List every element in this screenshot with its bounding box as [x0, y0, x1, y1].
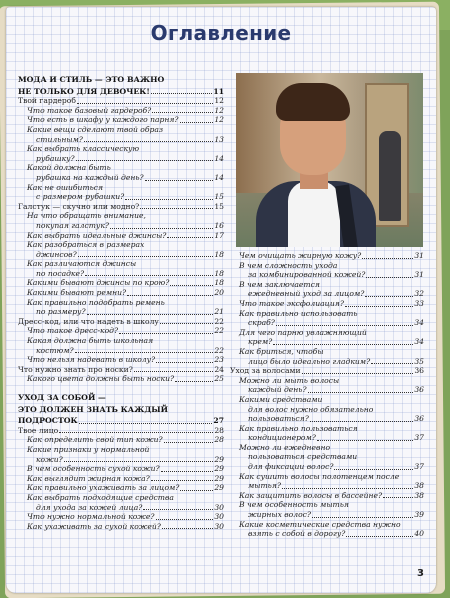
dot-leader: [160, 323, 213, 324]
toc-entry-text: Что такое базовый гардероб?: [27, 105, 152, 115]
toc-entry-text: Что есть в шкафу у каждого парня?: [27, 115, 179, 125]
toc-entry: [18, 231, 224, 241]
toc-entry: [230, 261, 424, 271]
dot-leader: [140, 208, 213, 209]
dot-leader: [78, 256, 214, 257]
toc-page-number: 40: [414, 529, 424, 539]
toc-page-number: 38: [414, 481, 424, 491]
toc-entry: [230, 395, 424, 405]
toc-entry-text: В чем особенность сухой кожи?: [27, 464, 160, 474]
dot-leader: [334, 469, 413, 470]
toc-page-number: 27: [213, 416, 224, 426]
dot-leader: [276, 325, 413, 326]
toc-entry-text: Как определить свой тип кожи?: [27, 435, 163, 445]
dot-leader: [162, 528, 213, 529]
toc-entry-text: по посадке?: [36, 268, 85, 278]
toc-entry: [230, 366, 424, 376]
dot-leader: [85, 275, 213, 276]
toc-page-number: 16: [214, 220, 224, 230]
toc-entry: [18, 173, 224, 183]
dot-leader: [79, 423, 213, 424]
dot-leader: [76, 160, 214, 161]
toc-page-number: 30: [214, 512, 224, 522]
toc-entry: [18, 522, 224, 532]
toc-entry-text: жирных волос?: [248, 510, 311, 520]
toc-entry-text: для ухода за кожей лица?: [36, 502, 143, 512]
dot-leader: [77, 103, 213, 104]
toc-page-number: 37: [414, 462, 424, 472]
dot-leader: [366, 277, 413, 278]
toc-entry: [18, 503, 224, 513]
toc-entry-text: Как правильно ухаживать за лицом?: [27, 483, 180, 493]
page-title: Оглавление: [150, 21, 292, 45]
dot-leader: [151, 480, 214, 481]
toc-page-number: 28: [214, 425, 224, 435]
dot-leader: [134, 371, 214, 372]
toc-entry-text: взять с собой в дорогу?: [248, 529, 346, 539]
toc-page-number: 37: [414, 433, 424, 443]
toc-entry: [18, 154, 224, 164]
toc-entry-text: для фиксации волос?: [248, 462, 334, 472]
toc-page-number: 18: [214, 268, 224, 278]
dot-leader: [282, 488, 413, 489]
toc-page-number: 36: [414, 414, 424, 424]
toc-page-number: 12: [214, 115, 224, 125]
toc-page-number: 15: [214, 192, 224, 202]
toc-entry-text: Как не ошибиться: [27, 182, 104, 192]
toc-entry: [18, 346, 224, 356]
toc-entry: [230, 405, 424, 415]
page-number: 3: [417, 568, 424, 579]
toc-entry: [230, 299, 424, 309]
dot-leader: [156, 519, 214, 520]
toc-entry: [230, 337, 424, 347]
toc-entry-text: крем?: [248, 337, 273, 347]
toc-page-number: 29: [214, 483, 224, 493]
toc-entry: [230, 270, 424, 280]
toc-section-heading: [18, 75, 224, 85]
toc-entry: [230, 289, 424, 299]
toc-entry: [18, 512, 224, 522]
toc-entry: [18, 426, 224, 436]
toc-entry-text: ПОДРОСТОК: [18, 416, 78, 426]
dot-leader: [273, 344, 413, 345]
toc-page-number: 31: [414, 270, 424, 280]
toc-entry-text: Как сушить волосы полотенцем после: [239, 471, 400, 481]
toc-page-number: 22: [214, 326, 224, 336]
toc-entry-text: Что нужно нормальной коже?: [27, 512, 155, 522]
toc-entry: [230, 385, 424, 395]
dot-leader: [170, 285, 213, 286]
toc-entry: [230, 462, 424, 472]
toc-entry: [18, 493, 224, 503]
toc-entry: [18, 269, 224, 279]
toc-entry-text: Как выбрать классическую: [27, 144, 140, 154]
toc-entry-text: пользоваться средствами: [248, 452, 358, 462]
toc-entry: [18, 106, 224, 116]
toc-entry-text: Какая должна быть школьная: [27, 336, 154, 346]
toc-entry: [230, 452, 424, 462]
dot-leader: [302, 373, 414, 374]
toc-entry: [18, 435, 224, 445]
toc-entry: [230, 328, 424, 338]
toc-entry: [18, 211, 224, 221]
toc-page-number: 21: [214, 307, 224, 317]
toc-entry-text: Как правильно подобрать ремень: [27, 297, 165, 307]
dot-leader: [371, 363, 413, 364]
toc-entry: [18, 445, 224, 455]
toc-page-number: 39: [414, 510, 424, 520]
dot-leader: [362, 258, 413, 259]
toc-left-column: [18, 73, 224, 531]
toc-entry: [18, 317, 224, 327]
toc-page-number: 36: [414, 366, 424, 376]
dot-leader: [383, 497, 413, 498]
toc-page-number: 30: [214, 502, 224, 512]
toc-entry-text: покупая галстук?: [36, 220, 109, 230]
toc-entry: [230, 472, 424, 482]
dot-leader: [64, 461, 214, 462]
toc-entry-text: Как выбрать подходящие средства: [27, 492, 174, 502]
toc-entry-text: лицо было идеально гладким?: [248, 356, 371, 366]
photo-shirt: [288, 181, 340, 247]
toc-page-number: 34: [414, 337, 424, 347]
dot-leader: [346, 536, 413, 537]
dot-leader: [145, 180, 214, 181]
toc-entry: [230, 491, 424, 501]
dot-leader: [167, 237, 213, 238]
toc-entry-text: ежедневный уход за лицом?: [248, 289, 365, 299]
toc-entry-text: В чем заключается: [239, 279, 320, 289]
toc-entry: [230, 529, 424, 539]
toc-section-heading: [18, 416, 224, 426]
dot-leader: [156, 362, 213, 363]
toc-page-number: 35: [414, 356, 424, 366]
toc-page-number: 29: [214, 454, 224, 464]
toc-entry-text: Как различаются джинсы: [27, 259, 137, 269]
toc-entry-text: Дресс-код, или что надеть в школу: [18, 316, 159, 326]
toc-entry-text: Как бриться, чтобы: [239, 346, 324, 356]
toc-entry-text: Как ухаживать за сухой кожей?: [27, 521, 161, 531]
toc-page-number: 32: [414, 289, 424, 299]
toc-entry: [18, 183, 224, 193]
toc-entry-text: кожи?: [36, 454, 63, 464]
toc-entry-text: УХОД ЗА СОБОЙ —: [18, 393, 106, 402]
toc-entry-text: Что такое эксфолиация?: [239, 298, 344, 308]
toc-entry-text: Уход за волосами: [230, 366, 301, 376]
toc-page-number: 33: [414, 298, 424, 308]
toc-entry: [230, 357, 424, 367]
toc-section-heading: [18, 87, 224, 97]
dot-leader: [127, 295, 213, 296]
toc-entry-text: Как разобраться в размерах: [27, 240, 145, 250]
toc-entry: [230, 510, 424, 520]
toc-entry: [18, 259, 224, 269]
dot-leader: [161, 471, 214, 472]
dot-leader: [59, 432, 213, 433]
toc-entry: [230, 251, 424, 261]
dot-leader: [164, 442, 214, 443]
toc-page-number: 18: [214, 249, 224, 259]
toc-entry-text: Чем очищать жирную кожу?: [239, 251, 362, 260]
toc-page-number: 22: [214, 316, 224, 326]
toc-entry-text: Как выбрать идеальные джинсы?: [27, 230, 167, 240]
toc-entry-text: рубашку?: [36, 153, 75, 163]
toc-page-number: 24: [214, 364, 224, 374]
toc-entry-text: Какие косметические средства нужно: [239, 519, 401, 529]
toc-entry-text: по размеру?: [36, 307, 86, 317]
toc-page-number: 12: [214, 96, 224, 106]
toc-entry-text: джинсов?: [36, 249, 77, 259]
toc-entry-text: НЕ ТОЛЬКО ДЛЯ ДЕВОЧЕК!: [18, 86, 150, 96]
toc-page-number: 22: [214, 345, 224, 355]
toc-page-number: 14: [214, 172, 224, 182]
section-gap: [18, 384, 224, 391]
toc-page-number: 38: [414, 490, 424, 500]
toc-page-number: 29: [214, 464, 224, 474]
toc-entry-text: Можно ли мыть волосы: [239, 375, 340, 385]
toc-entry-text: МОДА И СТИЛЬ — ЭТО ВАЖНО: [18, 75, 165, 84]
toc-entry: [230, 309, 424, 319]
toc-entry: [18, 374, 224, 384]
toc-page-number: 36: [414, 385, 424, 395]
toc-page-number: 11: [213, 86, 224, 96]
toc-page-number: 29: [214, 473, 224, 483]
photo-background-person: [379, 131, 401, 221]
toc-entry-text: Какой должна быть: [27, 163, 111, 173]
toc-entry: [230, 481, 424, 491]
toc-entry-text: Как правильно использовать: [239, 308, 358, 318]
toc-section-heading: [18, 393, 224, 403]
toc-entry: [18, 135, 224, 145]
toc-page-number: 15: [214, 201, 224, 211]
dot-leader: [143, 509, 213, 510]
dot-leader: [152, 112, 213, 113]
teen-photo: [236, 73, 423, 247]
toc-entry: [18, 464, 224, 474]
toc-entry: [18, 288, 224, 298]
toc-entry: [230, 500, 424, 510]
toc-entry-text: Твой гардероб: [18, 96, 76, 106]
toc-entry: [18, 365, 224, 375]
toc-entry-text: пользоваться?: [248, 414, 309, 424]
dot-leader: [175, 381, 213, 382]
dot-leader: [84, 141, 213, 142]
toc-entry: [18, 298, 224, 308]
toc-entry: [230, 376, 424, 386]
toc-page-number: 31: [414, 251, 424, 260]
dot-leader: [119, 333, 213, 334]
toc-entry: [18, 221, 224, 231]
book-page: [6, 7, 436, 593]
toc-entry-text: за комбинированной кожей?: [248, 270, 366, 280]
toc-page-number: 28: [214, 435, 224, 445]
toc-entry: [18, 355, 224, 365]
toc-entry-text: Как защитить волосы в бассейне?: [239, 490, 383, 500]
toc-entry: [230, 347, 424, 357]
dot-leader: [125, 199, 213, 200]
toc-entry: [230, 520, 424, 530]
toc-entry: [230, 280, 424, 290]
toc-entry: [18, 455, 224, 465]
toc-page-number: 20: [214, 288, 224, 298]
toc-entry-text: каждый день?: [248, 385, 307, 395]
toc-right-column: [230, 251, 424, 539]
toc-entry: [18, 240, 224, 250]
toc-entry: [230, 414, 424, 424]
dot-leader: [310, 421, 414, 422]
toc-entry-text: На что обращать внимание,: [27, 211, 146, 221]
toc-page-number: 12: [214, 105, 224, 115]
photo-hair: [276, 83, 350, 121]
toc-entry-text: Как правильно пользоваться: [239, 423, 358, 433]
toc-entry: [18, 336, 224, 346]
toc-entry-text: Что нельзя надевать в школу?: [27, 355, 156, 365]
dot-leader: [110, 228, 213, 229]
toc-entry-text: Как выглядит жирная кожа?: [27, 473, 150, 483]
dot-leader: [308, 392, 414, 393]
toc-entry: [18, 483, 224, 493]
toc-page-number: 17: [214, 230, 224, 240]
toc-section-heading: [18, 405, 224, 415]
toc-entry: [18, 115, 224, 125]
toc-entry: [18, 202, 224, 212]
toc-entry-text: скраб?: [248, 318, 275, 328]
toc-entry-text: Что такое дресс-код?: [27, 326, 119, 336]
toc-entry-text: с размером рубашки?: [36, 192, 125, 202]
toc-entry: [230, 443, 424, 453]
toc-entry: [18, 474, 224, 484]
toc-entry-text: Какими бывают ремни?: [27, 288, 127, 298]
toc-entry: [18, 326, 224, 336]
toc-page-number: 25: [214, 374, 224, 384]
toc-entry-text: Для чего парню увлажняющий: [239, 327, 367, 337]
toc-entry: [18, 144, 224, 154]
toc-entry-text: Какими бывают джинсы по крою?: [27, 278, 170, 288]
toc-entry: [18, 192, 224, 202]
toc-entry-text: рубашка на каждый день?: [36, 172, 144, 182]
toc-entry-text: для волос нужно обязательно: [248, 404, 374, 414]
toc-entry: [18, 125, 224, 135]
dot-leader: [180, 490, 213, 491]
dot-leader: [317, 440, 413, 441]
toc-entry-text: Можно ли ежедневно: [239, 442, 331, 452]
toc-entry: [18, 307, 224, 317]
dot-leader: [365, 296, 413, 297]
toc-page-number: 14: [214, 153, 224, 163]
toc-entry-text: кондиционером?: [248, 433, 316, 443]
toc-entry-text: Какими средствами: [239, 394, 323, 404]
toc-entry-text: Галстук — скучно или модно?: [18, 201, 140, 211]
toc-page-number: 30: [214, 521, 224, 531]
toc-entry: [230, 318, 424, 328]
toc-entry-text: Какого цвета должны быть носки?: [27, 374, 175, 384]
toc-entry-text: Какие вещи сделают твой образ: [27, 124, 164, 134]
toc-page-number: 34: [414, 318, 424, 328]
dot-leader: [87, 314, 214, 315]
toc-entry: [230, 424, 424, 434]
toc-entry-text: В чем особенность мытья: [239, 500, 349, 510]
toc-entry-text: Что нужно знать про носки?: [18, 364, 133, 374]
toc-entry-text: Какие признаки у нормальной: [27, 444, 150, 454]
dot-leader: [180, 122, 214, 123]
toc-entry-text: стильным?: [36, 134, 83, 144]
toc-entry: [230, 433, 424, 443]
toc-entry-text: Твое лицо: [18, 425, 59, 435]
toc-entry-text: В чем сложность ухода: [239, 260, 338, 270]
toc-entry: [18, 96, 224, 106]
toc-entry-text: костюм?: [36, 345, 74, 355]
toc-entry-text: ЭТО ДОЛЖЕН ЗНАТЬ КАЖДЫЙ: [18, 404, 169, 414]
toc-page-number: 18: [214, 278, 224, 288]
dot-leader: [345, 306, 413, 307]
toc-entry: [18, 278, 224, 288]
dot-leader: [312, 517, 413, 518]
toc-entry-text: мытья?: [248, 481, 281, 491]
dot-leader: [151, 93, 213, 94]
toc-entry: [18, 163, 224, 173]
toc-page-number: 13: [214, 134, 224, 144]
toc-page-number: 23: [214, 355, 224, 365]
toc-entry: [18, 250, 224, 260]
dot-leader: [75, 352, 214, 353]
